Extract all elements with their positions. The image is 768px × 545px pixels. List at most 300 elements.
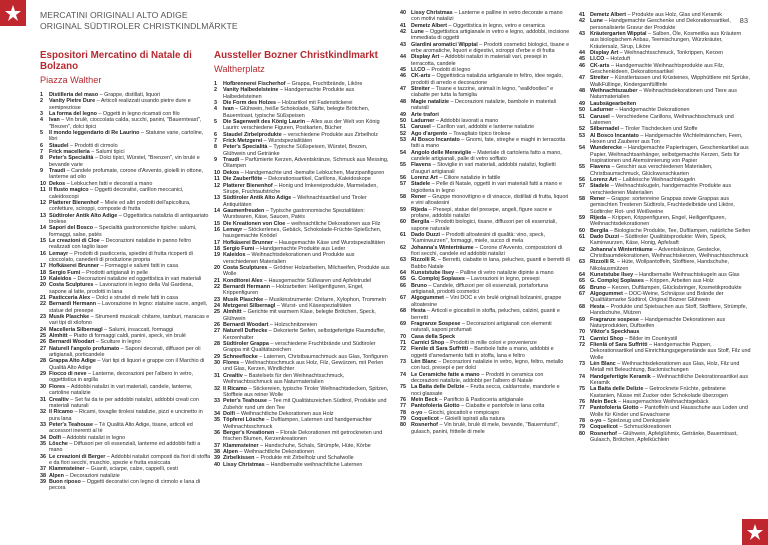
exhibitor-name: Kräutergarten Wipptal bbox=[590, 31, 647, 38]
exhibitor-description: – Produkte aus Holz, Glas und Keramik bbox=[626, 12, 722, 18]
exhibitor-number: 8 bbox=[40, 155, 43, 162]
exhibitor-number: 75 bbox=[400, 384, 406, 391]
exhibitor-name: Dado Duzzi bbox=[590, 234, 620, 241]
exhibitor-entry bbox=[214, 208, 390, 221]
exhibitor-number: 23 bbox=[40, 314, 46, 321]
exhibitor-description: – Tovagliato tipico tirolese bbox=[447, 130, 511, 137]
exhibitor-entry bbox=[214, 106, 390, 119]
exhibitor-name: Wunderecke bbox=[590, 145, 622, 152]
exhibitor-number: 30 bbox=[40, 383, 46, 390]
exhibitor-entry bbox=[214, 430, 390, 443]
exhibitor-name: Buon riposo bbox=[49, 478, 81, 485]
exhibitor-number: 36 bbox=[214, 429, 220, 436]
exhibitor-name: Staudel Zirbelprodukte bbox=[223, 131, 282, 138]
exhibitor-entry bbox=[400, 245, 570, 258]
exhibitor-name: Costa Sculptures bbox=[49, 282, 94, 289]
exhibitor-name: Sergio Fumi bbox=[223, 245, 255, 252]
exhibitor-description: – Hausgemachte Käse und Wurstspezialitäten bbox=[273, 239, 385, 246]
exhibitor-description: – Typische gastronomische Spezialitäten: Wurstwaren, Käse, Saucen, Patés bbox=[223, 207, 365, 221]
exhibitor-number: 5 bbox=[214, 119, 217, 126]
exhibitor-entry bbox=[400, 295, 570, 308]
exhibitor-entry bbox=[214, 360, 390, 373]
exhibitor-description: – Lanterne e palline in vetro decorate a mano con motivi natalizi bbox=[411, 10, 563, 23]
exhibitor-entry bbox=[40, 422, 212, 435]
exhibitor-name: Sergio Fumi bbox=[49, 269, 81, 276]
exhibitor-name: Kunststube Ilsey bbox=[411, 270, 455, 277]
exhibitor-number: 29 bbox=[214, 353, 220, 360]
running-header bbox=[40, 10, 238, 31]
exhibitor-description: – Glühwein, heiße Schokolade, Säfte, belegte Brötchen, Bauerntoast, typische Süßspeisen bbox=[223, 106, 370, 119]
exhibitor-number: 18 bbox=[40, 269, 46, 276]
exhibitor-description: – Prodotti biologici, tisane, diffusori per oli essenziali, sapone naturale bbox=[411, 219, 557, 232]
exhibitor-entry bbox=[579, 31, 751, 50]
exhibitor-number: 38 bbox=[214, 448, 220, 455]
exhibitor-number: 73 bbox=[579, 360, 585, 367]
exhibitor-description: – Diffusori per oli essenziali, lanterne ed addobbi fatti a mano bbox=[49, 440, 201, 454]
exhibitor-description: – Gnomi, fate, streghe e maghi in terracotta fatti a mano bbox=[411, 136, 566, 150]
exhibitor-description: – Produkte und Spielsachen aus Stoff, Stofftiere, Strümpfe, Handschuhe, Mützen bbox=[590, 303, 748, 317]
exhibitor-name: La Baita delle Delizie bbox=[590, 386, 644, 393]
exhibitor-number: 38 bbox=[40, 472, 46, 479]
exhibitor-number: 67 bbox=[400, 295, 406, 302]
exhibitor-number: 46 bbox=[400, 73, 406, 80]
exhibitor-number: 14 bbox=[214, 207, 220, 214]
exhibitor-number: 45 bbox=[400, 67, 406, 74]
exhibitor-number: 74 bbox=[579, 373, 585, 380]
exhibitor-description: – Adventskränze, Gestecke, Christbaumdekorationen, Weihnachtskerzen, Weihnachtsschmuck bbox=[590, 246, 749, 260]
exhibitor-number: 25 bbox=[40, 333, 46, 340]
exhibitor-number: 32 bbox=[40, 409, 46, 416]
exhibitor-entry bbox=[40, 225, 212, 238]
exhibitor-description: – Hausgemachtes Weihnachtsgebäck bbox=[616, 398, 709, 405]
exhibitor-number: 61 bbox=[400, 232, 406, 239]
exhibitor-name: Hofkäserei Brunner bbox=[223, 239, 274, 246]
exhibitor-number: 3 bbox=[40, 111, 43, 118]
exhibitor-entry bbox=[40, 168, 212, 181]
exhibitor-name: Lissy Christmas bbox=[411, 10, 453, 16]
exhibitor-description: – Musikinstrumente: Chitarre, Xylophon, Trommeln bbox=[263, 296, 386, 303]
exhibitor-name: Le creazioni di Cloe bbox=[49, 237, 100, 244]
exhibitor-description: – Handgemachte Dekorationen aus Naturprodukten, Duftseifen bbox=[590, 316, 726, 329]
exhibitor-entry bbox=[400, 137, 570, 150]
exhibitor-name: Rosnerhof bbox=[590, 430, 617, 437]
exhibitor-number: 62 bbox=[579, 246, 585, 253]
exhibitor-name: Macelleria Silbernagl bbox=[49, 326, 103, 333]
exhibitor-description: – Weihnachtskugeln, handgemachte Produkte aus verschiedenen Materialien bbox=[590, 183, 732, 196]
exhibitor-entry bbox=[400, 283, 570, 296]
corner-star-decoration-bottom bbox=[742, 519, 768, 545]
exhibitor-number: 72 bbox=[400, 346, 406, 353]
exhibitor-name: LI.CO bbox=[590, 56, 605, 63]
exhibitor-name: Peter's Teahouse bbox=[49, 421, 94, 428]
exhibitor-name: Naturell l'angolo profumato bbox=[49, 345, 120, 352]
exhibitor-name: Südtiroler Antik Alto Adige bbox=[49, 212, 118, 219]
exhibitor-number: 70 bbox=[400, 333, 406, 340]
exhibitor-description: – Bastelsets für den Weihnachtsschmuck, Weihnachtsschmuck aus Naturmaterialien bbox=[223, 372, 345, 386]
exhibitor-description: – Frutta secca, caldarroste, mandorle e noci glassate bbox=[411, 384, 560, 397]
exhibitor-description: – Kerzen, Duftlampen, Glücksbringer, Kosmetikprodukte bbox=[605, 284, 742, 291]
exhibitor-number: 19 bbox=[40, 275, 46, 282]
exhibitor-number: 55 bbox=[400, 162, 406, 169]
exhibitor-entry bbox=[40, 130, 212, 143]
exhibitor-number: 47 bbox=[400, 86, 406, 93]
exhibitor-description: – Decorazioni natalizie bbox=[63, 472, 120, 479]
exhibitor-description: – Saponi decorati, diffusori per oli artigianali, porticandele bbox=[49, 345, 201, 359]
exhibitor-description: – Prodotti artigianali in pelle bbox=[80, 269, 148, 276]
exhibitors-italian-column bbox=[40, 50, 212, 492]
exhibitor-name: Sapori del Bosco bbox=[49, 225, 94, 232]
exhibitor-name: Costa Sculptures bbox=[223, 264, 268, 271]
exhibitor-description: – Handgemachte Puppen, Dekorationsartikel und Einrichtungsgegenstände aus Stoff, Filz und Wolle bbox=[590, 341, 751, 361]
exhibitor-entry bbox=[214, 328, 390, 341]
exhibitor-name: Dolfi bbox=[223, 410, 235, 417]
exhibitor-number: 41 bbox=[400, 22, 406, 29]
exhibitor-number: 31 bbox=[40, 396, 46, 403]
exhibitor-description: – Ricami, tovaglie tirolesi natalizie, pizzi e uncinetto in pura lana bbox=[49, 409, 203, 422]
exhibitor-description: – Oggettistica natalizia di antiquariato tirolese bbox=[49, 212, 209, 225]
page-number: 83 bbox=[739, 16, 748, 25]
exhibitor-entry bbox=[400, 219, 570, 232]
exhibitor-name: Rosnerhof bbox=[411, 422, 438, 429]
exhibitor-entry bbox=[214, 252, 390, 265]
exhibitor-name: Vanity Pietre Dure bbox=[49, 98, 96, 105]
exhibitor-entry bbox=[214, 87, 390, 100]
exhibitor-name: o-yo bbox=[411, 409, 423, 416]
exhibitor-number: 21 bbox=[40, 295, 46, 301]
exhibitor-name: Magie natalizie bbox=[411, 98, 450, 105]
exhibitor-entry bbox=[214, 119, 390, 132]
exhibitor-description: – Bambole fatte a mano, addobbi e oggetti d'arredamento fatti in stoffa, lana e feltro bbox=[411, 346, 554, 359]
exhibitor-number: 65 bbox=[579, 278, 585, 285]
exhibitor-description: – Candele, diffusori per oli essenziali, portafortuna artigianali, prodotti cosmetici bbox=[411, 282, 549, 296]
exhibitor-description: – Weihnachtsdekorationen aus Glas, Holz, Filz und Metall mit Beleuchtung, Backmischungen bbox=[590, 360, 740, 374]
exhibitor-entry bbox=[579, 215, 751, 228]
exhibitor-name: Ago d'argento bbox=[411, 130, 448, 137]
exhibitor-entry bbox=[400, 346, 570, 359]
exhibitor-name: Bernardi Hermann bbox=[223, 284, 271, 290]
exhibitor-description: – Grappe, distillati, liquori bbox=[98, 92, 161, 98]
exhibitor-name: Metzgerei Silbernagl bbox=[223, 303, 276, 310]
exhibitor-entry bbox=[579, 234, 751, 247]
exhibitor-number: 71 bbox=[579, 335, 585, 342]
exhibitor-number: 4 bbox=[214, 106, 217, 113]
exhibitor-number: 53 bbox=[400, 136, 406, 143]
exhibitor-description: – Weihnachtsschmuck aus Holz, Filz, Gewürzen, mit Perlen und Glas, Kerzen, Windlichter bbox=[223, 360, 384, 373]
exhibitor-name: Display Art bbox=[590, 50, 619, 57]
exhibitor-name: La Baita delle Delizie bbox=[411, 384, 465, 391]
exhibitor-name: Johanna's Winterträume bbox=[590, 246, 653, 253]
section-title-italian: Espositori Mercatino di Natale di Bolzano bbox=[40, 50, 192, 72]
exhibitor-number: 13 bbox=[40, 212, 46, 219]
exhibitors-german-continued-column bbox=[579, 12, 751, 443]
exhibitor-number: 60 bbox=[579, 227, 585, 234]
exhibitor-number: 77 bbox=[400, 403, 406, 410]
exhibitor-name: Hofbrennerei Fischerhof bbox=[223, 81, 286, 87]
exhibitor-name: Johanna's Winterträume bbox=[411, 244, 474, 251]
exhibitor-number: 2 bbox=[214, 87, 217, 94]
exhibitor-description: – Handgemachte Produkte aus Halbedelsteinen bbox=[223, 87, 355, 100]
exhibitor-number: 45 bbox=[579, 56, 585, 63]
exhibitor-number: 24 bbox=[40, 326, 46, 333]
exhibitor-name: Fienile di Sara Suffritti bbox=[411, 346, 469, 353]
exhibitor-entry bbox=[40, 346, 212, 359]
exhibitor-name: Ivan bbox=[223, 106, 234, 113]
exhibitor-name: Crealtiv bbox=[49, 396, 69, 403]
exhibitor-name: Rijeda bbox=[411, 206, 428, 213]
exhibitor-entry bbox=[579, 361, 751, 374]
exhibitor-name: Stadele bbox=[411, 181, 431, 188]
exhibitor-name: Hesta bbox=[411, 308, 426, 315]
exhibitor-name: Naturell Duftecke bbox=[223, 328, 268, 335]
exhibitor-entry bbox=[40, 301, 212, 314]
exhibitor-name: Flavens bbox=[411, 162, 432, 169]
exhibitor-number: 12 bbox=[214, 182, 220, 189]
exhibitor-description: – Corone d'Avvento, composizioni di fiori secchi, candele ed addobbi natalizi bbox=[411, 244, 563, 258]
exhibitors-italian-continued-column bbox=[400, 10, 570, 435]
exhibitor-number: 80 bbox=[579, 430, 585, 437]
exhibitor-entry bbox=[40, 200, 212, 213]
exhibitor-entry bbox=[579, 164, 751, 177]
exhibitor-name: Display Art bbox=[411, 54, 440, 61]
exhibitor-entry bbox=[214, 373, 390, 386]
exhibitor-entry bbox=[214, 462, 390, 468]
exhibitor-name: Mein Beck bbox=[411, 396, 438, 403]
exhibitor-name: Lune bbox=[411, 29, 424, 36]
exhibitor-name: Le creazioni di Berger bbox=[49, 453, 106, 460]
exhibitor-name: Al Bosco Incantato bbox=[590, 132, 639, 139]
exhibitor-number: 56 bbox=[400, 174, 406, 181]
exhibitor-name: G. Comploj Soplases bbox=[590, 278, 644, 285]
exhibitor-number: 43 bbox=[400, 41, 406, 48]
exhibitor-entry bbox=[579, 18, 751, 31]
exhibitor-description: – Gerichte mit warmem Käse, belegte Brötchen, Speck, Glühwein bbox=[223, 309, 376, 322]
exhibitor-number: 63 bbox=[400, 257, 406, 264]
exhibitor-description: – Oggetti decorativi, carillon meccanici, caleidoscopi bbox=[49, 187, 184, 200]
exhibitor-name: Pantofoleria Giotto bbox=[411, 403, 460, 410]
exhibitor-number: 49 bbox=[579, 100, 585, 107]
exhibitor-name: Kaleidos bbox=[49, 275, 72, 282]
exhibitor-entry bbox=[214, 386, 390, 399]
exhibitor-name: Bernardi Hermann bbox=[49, 301, 97, 308]
exhibitor-entry bbox=[40, 213, 212, 226]
exhibitor-entry bbox=[40, 98, 212, 111]
exhibitor-name: Distilleria del maso bbox=[49, 92, 99, 98]
exhibitor-number: 22 bbox=[40, 301, 46, 308]
exhibitor-number: 40 bbox=[214, 461, 220, 468]
exhibitor-description: – Weihnachtliche Dekorationsartikel aus Keramik bbox=[590, 373, 749, 386]
exhibitor-number: 77 bbox=[579, 405, 585, 412]
exhibitor-entry bbox=[214, 157, 390, 170]
exhibitor-entry bbox=[400, 73, 570, 86]
exhibitor-number: 9 bbox=[214, 157, 217, 164]
exhibitor-entry bbox=[579, 405, 751, 418]
exhibitor-description: – Materiale di cartoleria fatto a mano, candele artigianali, palle di vetro soffiato bbox=[411, 149, 562, 162]
exhibitor-name: Carnici Shop bbox=[411, 339, 445, 346]
exhibitor-number: 33 bbox=[214, 398, 220, 405]
exhibitor-number: 55 bbox=[579, 164, 585, 171]
exhibitor-number: 10 bbox=[214, 169, 220, 176]
exhibitor-number: 1 bbox=[40, 92, 43, 98]
exhibitor-entry bbox=[40, 441, 212, 454]
exhibitor-entry bbox=[400, 359, 570, 372]
exhibitor-number: 27 bbox=[214, 328, 220, 335]
exhibitor-name: Flienlä of Sara Suffritti bbox=[590, 341, 648, 348]
exhibitor-description: – Handgemachte und -bemalte Lebkuchen, Marzipanfiguren bbox=[239, 169, 385, 176]
exhibitor-name: Grappa Alto Adige bbox=[49, 358, 96, 365]
exhibitor-description: – Lavorazioni in legno della Val Gardena, sapone al latte, prodotti in lana bbox=[49, 282, 194, 295]
exhibitor-name: Viktor's Speckhaus bbox=[590, 329, 640, 336]
exhibitor-entry bbox=[214, 398, 390, 411]
exhibitor-name: G. Comploj Soplases bbox=[411, 276, 465, 283]
exhibitor-description: – Typische Süßspeisen, Würstel, Brezen, Glühwein und Getränke bbox=[223, 144, 368, 157]
exhibitor-name: Al Bosco Incantato bbox=[411, 136, 460, 143]
exhibitor-name: La forma del legno bbox=[49, 111, 97, 118]
exhibitor-name: Die Zauberflöte bbox=[223, 176, 263, 183]
exhibitor-name: Ladurner bbox=[590, 107, 614, 114]
exhibitor-description: – Stoviglie in vari materiali, addobbi natalizi, foglietti d'auguri artigianali bbox=[411, 162, 556, 175]
exhibitor-description: – Set fai da te per addobbi natalizi, addobbi creati con materiali naturali bbox=[49, 396, 199, 409]
exhibitor-description: – Tiroler Tischdecken und Stoffe bbox=[619, 126, 698, 133]
exhibitor-number: 32 bbox=[214, 385, 220, 392]
exhibitor-description: – Oggettistica natalizia artigianale in feltro, idee regalo, prodotti di arredo e decorazione bbox=[411, 73, 563, 86]
exhibitor-description: – Grappe: sortenreine Grappas sowie Grappas aus gemischten Tresteren Südtirols, Fruchtedelbräde und Liköre, Südtiroler Rot- und Weißweine bbox=[590, 195, 735, 215]
exhibitor-number: 47 bbox=[579, 75, 585, 82]
exhibitor-entry bbox=[214, 265, 390, 278]
exhibitor-entry bbox=[214, 284, 390, 297]
exhibitor-number: 3 bbox=[214, 100, 217, 107]
exhibitor-description: – Parfümierte Kerzen, Adventskränze, Schmuck aus Messing, Öllampen bbox=[223, 157, 389, 170]
exhibitor-name: Südtiroler Antik Alto Adige bbox=[223, 195, 292, 202]
exhibitor-description: – Ciabatte e pantofole in lana cotta bbox=[459, 403, 545, 410]
exhibitor-description: – Strumenti musicali: chitarre, tamburi, maracas e vari tipi di xilofono bbox=[49, 314, 210, 327]
exhibitor-description: – Handgemachte Wichtelmännchen, Feen, Hexen und Zauberer aus Ton bbox=[590, 132, 743, 145]
exhibitor-description: – Decorazioni natalizie, bambole in materiali naturali bbox=[411, 98, 557, 112]
exhibitor-number: 71 bbox=[400, 339, 406, 346]
exhibitor-description: – Handbemalte Weihnachtskugeln aus Glas bbox=[633, 272, 740, 279]
exhibitor-number: 79 bbox=[579, 424, 585, 431]
exhibitor-name: Bergila bbox=[411, 219, 430, 226]
exhibitor-entry bbox=[400, 150, 570, 163]
exhibitor-description: – Giochi, giocattoli e rompicapo bbox=[422, 409, 500, 416]
exhibitor-name: Flavens bbox=[590, 164, 611, 171]
exhibitor-description: – Tisane e tazzine, animali in legno, "walkfootles" e ciabatte per tutta la famiglia bbox=[411, 86, 554, 99]
exhibitor-name: CK-arts bbox=[590, 62, 610, 69]
exhibitor-description: – Biologische Produkte, Tee, Duftlampen, natürliche Seifen bbox=[608, 227, 751, 234]
exhibitor-description: – Schmuckkreationen bbox=[617, 424, 672, 431]
exhibitor-description: – DOC-Weine, Schnäpse und Brände der Qualitätsmarke Südtirol, Original Bozner Glühwein bbox=[590, 291, 724, 304]
exhibitor-entry bbox=[579, 183, 751, 196]
exhibitor-entry bbox=[579, 304, 751, 317]
exhibitor-number: 25 bbox=[214, 309, 220, 316]
exhibitor-description: – Lebkuchen fatti e decorati a mano bbox=[65, 180, 153, 187]
exhibitor-description: – Handbemalte weihnachtliche Laternen bbox=[264, 461, 363, 468]
exhibitor-number: 64 bbox=[579, 272, 585, 279]
exhibitor-name: Fragranze Sospese bbox=[411, 320, 461, 327]
exhibitor-entry bbox=[400, 54, 570, 67]
exhibitor-name: Musik Plaschke bbox=[49, 314, 90, 321]
exhibitor-number: 42 bbox=[579, 18, 585, 25]
exhibitor-name: Carusel bbox=[411, 124, 431, 131]
exhibitor-name: Peter's Specialità bbox=[223, 144, 268, 151]
exhibitor-number: 11 bbox=[214, 176, 220, 183]
exhibitor-entry bbox=[400, 232, 570, 245]
exhibitor-number: 61 bbox=[579, 234, 585, 241]
exhibitor-name: Klammsteiner bbox=[223, 442, 259, 449]
exhibitor-description: – Berretti, ciabatte in lana, peluches, guanti e berretti di Babbo Natale bbox=[411, 257, 570, 270]
exhibitor-entry bbox=[579, 342, 751, 361]
corner-star-decoration bbox=[0, 0, 26, 26]
exhibitor-entry bbox=[40, 371, 212, 384]
exhibitor-number: 52 bbox=[400, 130, 406, 137]
exhibitor-name: Bergila bbox=[590, 227, 609, 234]
exhibitor-number: 75 bbox=[579, 386, 585, 393]
exhibitor-number: 26 bbox=[214, 322, 220, 329]
exhibitor-description: – Dolci tipici, Würstel, "Brenzen", vin brulé e bevande varie bbox=[49, 155, 200, 168]
exhibitor-name: Staudel bbox=[49, 142, 69, 149]
header-line-italian: MERCATINI ORIGINALI ALTO ADIGE bbox=[40, 10, 188, 20]
exhibitor-entry bbox=[400, 162, 570, 175]
exhibitor-description: – Salumi tipici bbox=[89, 149, 125, 156]
exhibitor-entry bbox=[214, 195, 390, 208]
exhibitor-number: 59 bbox=[579, 215, 585, 221]
exhibitor-name: Rizzolli R. bbox=[590, 259, 616, 266]
exhibitor-name: Il Ricamo bbox=[49, 409, 73, 416]
exhibitor-list-italian bbox=[40, 92, 212, 492]
exhibitor-number: 1 bbox=[214, 81, 217, 87]
exhibitor-description: – Addobbi natalizi composti da fiori di stoffa e da fiori secchi, muschio, spezie e frutta essiccata bbox=[49, 453, 211, 466]
exhibitor-name: Töpferei Lösche bbox=[223, 417, 265, 424]
exhibitor-name: Lemayr bbox=[223, 226, 243, 233]
exhibitor-name: Dekos bbox=[49, 180, 66, 187]
exhibitor-entry bbox=[400, 86, 570, 99]
exhibitor-name: Il Ricamo bbox=[223, 385, 247, 392]
exhibitor-name: Ladurner bbox=[411, 117, 435, 124]
exhibitor-name: Algogummet bbox=[411, 295, 444, 302]
exhibitor-entry bbox=[214, 227, 390, 240]
exhibitor-name: Dolfi bbox=[49, 434, 61, 441]
exhibitor-number: 30 bbox=[214, 360, 220, 367]
exhibitor-name: Kaleidos bbox=[223, 252, 246, 259]
exhibitor-list-german-continued bbox=[579, 12, 751, 443]
section-title-german: Aussteller Bozner Christkindlmarkt bbox=[214, 50, 378, 61]
exhibitor-description: – Weihnachtsschmuck, Tonkrippen, Kerzen bbox=[618, 50, 723, 57]
exhibitor-name: Klammsteiner bbox=[49, 466, 85, 473]
exhibitor-description: – Specialità gastronomiche tipiche: salumi, formaggi, salse, patés bbox=[49, 225, 197, 238]
exhibitor-description: – Glühwein, Apfelglühmix, Getränke, Bauerntoast, Gulasch, Brötchen, Apfelküchlein bbox=[590, 430, 738, 444]
exhibitor-description: – Holzartikel mit Fadenstickerei bbox=[276, 100, 353, 107]
exhibitor-number: 79 bbox=[400, 416, 406, 422]
exhibitor-name: Carnici Shop bbox=[590, 335, 624, 342]
exhibitor-description: – Formaggi e salumi fatti in casa bbox=[99, 263, 179, 270]
exhibitor-entry bbox=[214, 309, 390, 322]
exhibitor-description: – Holzschnitzereien bbox=[268, 322, 317, 329]
exhibitor-number: 23 bbox=[214, 296, 220, 303]
exhibitor-name: Stadele bbox=[590, 183, 610, 190]
exhibitor-name: LI.CO bbox=[411, 67, 426, 74]
exhibitor-entry bbox=[40, 238, 212, 251]
exhibitor-entry bbox=[40, 314, 212, 327]
exhibitor-entry bbox=[400, 308, 570, 321]
exhibitor-description: – Decorazioni natalizie in panno feltro realizzati con taglio laser bbox=[49, 237, 192, 251]
exhibitor-name: Rijeda bbox=[590, 215, 607, 221]
exhibitor-description: – Weihnachtsdekorationen und Produkte aus verschiedenen Materialien bbox=[223, 252, 355, 265]
exhibitor-description: – Oggetti decorativi con legno di cirmolo e lana di pecora bbox=[49, 478, 201, 492]
exhibitor-number: 54 bbox=[400, 149, 406, 156]
exhibitor-number: 49 bbox=[400, 111, 406, 118]
exhibitor-name: Fiocco di neve bbox=[49, 371, 87, 378]
exhibitor-entry bbox=[40, 479, 212, 492]
exhibitor-number: 72 bbox=[579, 341, 585, 348]
